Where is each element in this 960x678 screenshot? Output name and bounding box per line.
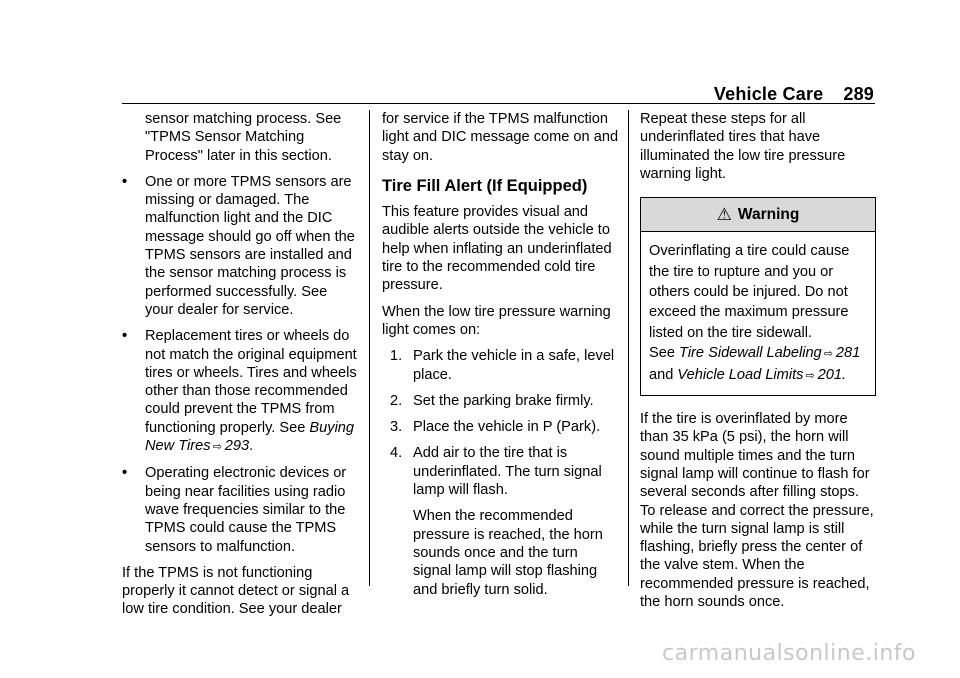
bullet-marker: • xyxy=(122,173,128,190)
step-number: 2. xyxy=(390,392,403,409)
warning-text: Overinflating a tire could cause the tire to rupture and you or others could be injured. Do not exceed the maximum pressure listed on the tire sidewall. xyxy=(649,243,850,341)
column-3 xyxy=(640,110,876,619)
xref-vehicle-load-limits[interactable]: Vehicle Load Limits xyxy=(677,366,804,383)
xref-buying-new-tires[interactable]: Buying New Tires xyxy=(145,419,355,455)
column-divider-1 xyxy=(369,110,370,586)
step-item xyxy=(382,392,619,410)
warning-icon: ⚠ xyxy=(716,204,732,225)
xref-page[interactable]: 281 xyxy=(835,345,861,362)
xref-arrow-icon: ⇨ xyxy=(823,348,833,361)
xref-page[interactable]: 293 xyxy=(224,438,250,455)
closing-paragraph: If the tire is overinflated by more than 35 kPa (5 psi), the horn will sound multiple times and the turn signal lamp will continue to flash for several seconds after filling stops. To release and correct the pressure, while the turn signal lamp is still flashing, briefly press the center of the valve stem. When the recommended pressure is reached, the horn sounds once. xyxy=(640,411,874,610)
warning-box xyxy=(640,197,876,396)
running-header xyxy=(714,84,874,105)
step-text: Add air to the tire that is underinflated. The turn signal lamp will flash. xyxy=(413,445,602,499)
watermark: carmanualsonline.info xyxy=(662,641,916,666)
xref-arrow-icon: ⇨ xyxy=(212,441,222,454)
warning-body xyxy=(641,232,875,395)
step-number: 4. xyxy=(390,445,403,462)
section-heading: Tire Fill Alert (If Equipped) xyxy=(382,176,588,195)
warning-title: Warning xyxy=(737,205,800,223)
step-text: Place the vehicle in P (Park). xyxy=(413,419,601,436)
list-item xyxy=(122,464,357,555)
warning-and: and xyxy=(649,366,674,383)
page-number: 289 xyxy=(843,84,874,104)
bullet-text-end: . xyxy=(249,438,254,455)
step-item xyxy=(382,418,619,436)
step-item xyxy=(382,347,619,384)
xref-page[interactable]: 201 xyxy=(817,366,843,383)
step-item xyxy=(382,444,619,499)
warning-end: . xyxy=(842,366,847,383)
step-text: Set the parking brake firmly. xyxy=(413,392,594,409)
list-item xyxy=(122,327,357,456)
warning-see: See xyxy=(649,345,675,362)
warning-header xyxy=(641,198,875,232)
xref-tire-sidewall-labeling[interactable]: Tire Sidewall Labeling xyxy=(679,345,822,362)
step-text: Park the vehicle in a safe, level place. xyxy=(413,348,615,383)
column-2 xyxy=(382,110,619,607)
step-number: 1. xyxy=(390,348,403,365)
bullet-marker: • xyxy=(122,328,128,345)
bullet-text: One or more TPMS sensors are missing or damaged. The malfunction light and the DIC message should go off when the TPMS sensors are installed and the sensor matching process is performed successfully. See your dealer for service. xyxy=(145,173,355,318)
section-title: Vehicle Care xyxy=(713,84,824,104)
continued-bullet-text: sensor matching process. See "TPMS Sensor Matching Process" later in this section. xyxy=(145,111,342,164)
intro-paragraph: This feature provides visual and audible alerts outside the vehicle to help when inflating an underinflated tire to the recommended cold tire pressure. xyxy=(382,204,612,294)
bullet-text: Operating electronic devices or being near facilities using radio wave frequencies similar to the TPMS could cause the TPMS sensors to malfunction. xyxy=(145,465,347,555)
column-divider-2 xyxy=(628,110,629,586)
lead-paragraph: When the low tire pressure warning light comes on: xyxy=(382,303,611,338)
step-number: 3. xyxy=(390,419,403,436)
step-note: When the recommended pressure is reached, the horn sounds once and the turn signal lamp will stop flashing and briefly turn solid. xyxy=(413,508,603,598)
bullet-marker: • xyxy=(122,465,128,482)
list-item xyxy=(122,173,357,319)
xref-arrow-icon: ⇨ xyxy=(805,369,815,382)
column-1 xyxy=(122,110,357,627)
intro-paragraph: Repeat these steps for all underinflated tires that have illuminated the low tire pressure warning light. xyxy=(640,111,846,182)
header-rule xyxy=(122,103,875,104)
continued-paragraph: for service if the TPMS malfunction light and DIC message come on and stay on. xyxy=(382,111,619,164)
closing-paragraph: If the TPMS is not functioning properly it cannot detect or signal a low tire condition. See your dealer xyxy=(122,564,350,618)
bullet-text: Replacement tires or wheels do not match the original equipment tires or wheels. Tires and wheels other than those recommended could prevent the TPMS from functioning properly. See xyxy=(145,328,357,436)
